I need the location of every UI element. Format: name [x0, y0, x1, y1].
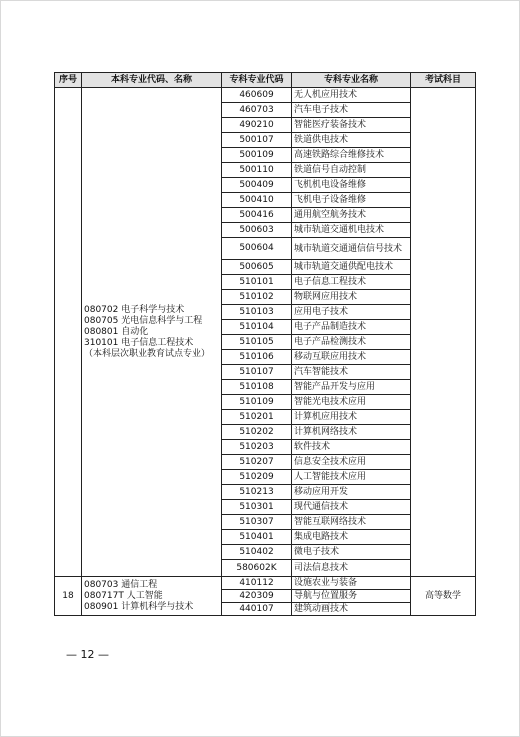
- vocational-name: 设施农业与装备: [292, 577, 411, 590]
- header-exam-subject: 考试科目: [411, 73, 476, 88]
- vocational-code: 510301: [222, 500, 292, 515]
- vocational-name: 城市轨道交通通信信号技术: [292, 238, 411, 260]
- seq-cell: [55, 88, 82, 577]
- vocational-code: 500109: [222, 148, 292, 163]
- header-vocational-code: 专科专业代码: [222, 73, 292, 88]
- vocational-code: 510207: [222, 455, 292, 470]
- undergrad-majors-cell: [82, 577, 222, 616]
- vocational-code: 500604: [222, 238, 292, 260]
- undergrad-major: 080901 计算机科学与技术: [84, 601, 194, 612]
- vocational-code: 490210: [222, 118, 292, 133]
- vocational-code: 510307: [222, 515, 292, 530]
- vocational-name: 导航与位置服务: [292, 590, 411, 603]
- vocational-name: 飞机机电设备维修: [292, 178, 411, 193]
- exam-subject-cell: [411, 88, 476, 577]
- vocational-name: 司法信息技术: [292, 560, 411, 577]
- undergrad-note: （本科层次职业教育试点专业）: [84, 348, 211, 359]
- vocational-name: 人工智能技术应用: [292, 470, 411, 485]
- vocational-name: 移动应用开发: [292, 485, 411, 500]
- undergrad-major: 080717T 人工智能: [84, 590, 163, 601]
- undergrad-major: 310101 电子信息工程技术: [84, 337, 194, 348]
- vocational-name: 通用航空航务技术: [292, 208, 411, 223]
- vocational-name: 智能光电技术应用: [292, 395, 411, 410]
- table-row: [55, 88, 476, 103]
- vocational-name: 汽车智能技术: [292, 365, 411, 380]
- vocational-code: 510202: [222, 425, 292, 440]
- vocational-code: 510105: [222, 335, 292, 350]
- vocational-name: 飞机电子设备维修: [292, 193, 411, 208]
- vocational-code: 510401: [222, 530, 292, 545]
- vocational-code: 500605: [222, 260, 292, 275]
- vocational-code: 500603: [222, 223, 292, 238]
- exam-subject-cell: 高等数学: [411, 577, 476, 616]
- vocational-name: 现代通信技术: [292, 500, 411, 515]
- vocational-code: 510102: [222, 290, 292, 305]
- seq-cell: 18: [55, 577, 82, 616]
- table-header-row: [55, 73, 476, 88]
- vocational-code: 460609: [222, 88, 292, 103]
- undergrad-major: 080703 通信工程: [84, 579, 158, 590]
- vocational-name: 高速铁路综合维修技术: [292, 148, 411, 163]
- table-row: [55, 577, 476, 590]
- vocational-name: 铁道供电技术: [292, 133, 411, 148]
- header-seq: 序号: [55, 73, 82, 88]
- vocational-name: 计算机应用技术: [292, 410, 411, 425]
- vocational-code: 420309: [222, 590, 292, 603]
- vocational-name: 微电子技术: [292, 545, 411, 560]
- majors-table: [54, 72, 476, 616]
- vocational-name: 城市轨道交通供配电技术: [292, 260, 411, 275]
- undergrad-major: 080801 自动化: [84, 326, 149, 337]
- vocational-code: 510106: [222, 350, 292, 365]
- vocational-name: 城市轨道交通机电技术: [292, 223, 411, 238]
- vocational-code: 510201: [222, 410, 292, 425]
- vocational-code: 510213: [222, 485, 292, 500]
- header-vocational-name: 专科专业名称: [292, 73, 411, 88]
- vocational-name: 电子产品制造技术: [292, 320, 411, 335]
- vocational-code: 440107: [222, 603, 292, 616]
- vocational-name: 电子产品检测技术: [292, 335, 411, 350]
- vocational-name: 计算机网络技术: [292, 425, 411, 440]
- undergrad-major: 080702 电子科学与技术: [84, 304, 185, 315]
- header-undergrad-major: 本科专业代码、名称: [82, 73, 222, 88]
- vocational-name: 铁道信号自动控制: [292, 163, 411, 178]
- vocational-code: 510101: [222, 275, 292, 290]
- vocational-name: 应用电子技术: [292, 305, 411, 320]
- vocational-name: 信息安全技术应用: [292, 455, 411, 470]
- vocational-name: 智能产品开发与应用: [292, 380, 411, 395]
- vocational-name: 建筑动画技术: [292, 603, 411, 616]
- vocational-code: 510104: [222, 320, 292, 335]
- vocational-name: 移动互联应用技术: [292, 350, 411, 365]
- vocational-code: 500110: [222, 163, 292, 178]
- vocational-code: 460703: [222, 103, 292, 118]
- vocational-code: 510203: [222, 440, 292, 455]
- undergrad-major: 080705 光电信息科学与工程: [84, 315, 203, 326]
- page-number: — 12 —: [66, 648, 109, 661]
- vocational-code: 500107: [222, 133, 292, 148]
- vocational-code: 510107: [222, 365, 292, 380]
- vocational-code: 500410: [222, 193, 292, 208]
- vocational-code: 510209: [222, 470, 292, 485]
- vocational-code: 580602K: [222, 560, 292, 577]
- vocational-code: 410112: [222, 577, 292, 590]
- vocational-code: 510108: [222, 380, 292, 395]
- vocational-code: 500409: [222, 178, 292, 193]
- vocational-code: 510402: [222, 545, 292, 560]
- vocational-name: 智能互联网络技术: [292, 515, 411, 530]
- vocational-name: 电子信息工程技术: [292, 275, 411, 290]
- vocational-name: 汽车电子技术: [292, 103, 411, 118]
- vocational-name: 物联网应用技术: [292, 290, 411, 305]
- undergrad-majors-cell: [82, 88, 222, 577]
- vocational-name: 集成电路技术: [292, 530, 411, 545]
- vocational-name: 软件技术: [292, 440, 411, 455]
- vocational-name: 无人机应用技术: [292, 88, 411, 103]
- vocational-code: 510103: [222, 305, 292, 320]
- vocational-code: 510109: [222, 395, 292, 410]
- vocational-name: 智能医疗装备技术: [292, 118, 411, 133]
- vocational-code: 500416: [222, 208, 292, 223]
